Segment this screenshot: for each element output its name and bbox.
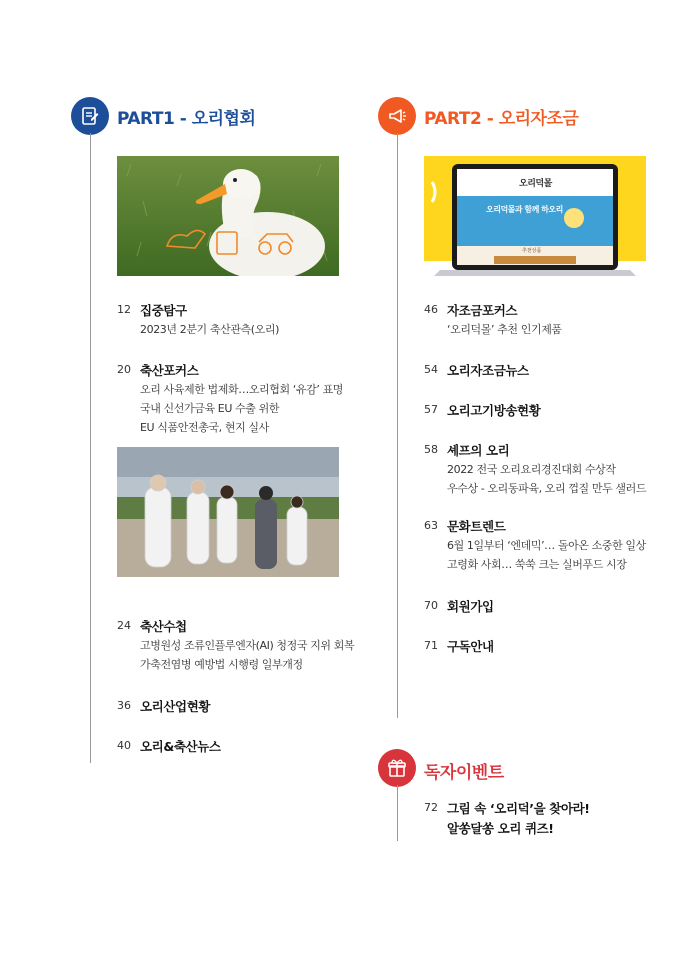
inspection-photo [117,447,339,577]
megaphone-icon [386,105,408,127]
entry-page-number: 20 [117,363,131,376]
event-line [397,785,398,841]
entry-subtitle: 가축전염병 예방법 시행령 일부개정 [140,658,303,671]
entry-subtitle: 국내 신선가금육 EU 수출 위한 [140,402,280,415]
document-icon [79,105,101,127]
part2-title: PART2 - 오리자조금 [424,109,579,129]
gift-icon [386,757,408,779]
entry-subtitle: 2023년 2분기 축산관측(오리) [140,323,280,336]
entry-page-number: 57 [424,403,438,416]
entry-title[interactable]: 구독안내 [447,639,494,654]
entry-page-number: 36 [117,699,131,712]
event-entry-num: 72 [424,801,438,814]
entry-subtitle: 2022 전국 오리요리경진대회 수상작 [447,463,616,476]
laptop-strip: 추천상품 [522,248,542,254]
entry-title[interactable]: 오리&축산뉴스 [140,739,221,754]
event-title: 독자이벤트 [424,763,504,783]
entry-page-number: 40 [117,739,131,752]
entry-subtitle: 6월 1일부터 ‘엔데믹’… 돌아온 소중한 일상 [447,539,646,552]
entry-page-number: 58 [424,443,438,456]
entry-page-number: 70 [424,599,438,612]
event-entry-title-2: 알쏭달쏭 오리 퀴즈! [447,821,554,836]
entry-page-number: 71 [424,639,438,652]
entry-page-number: 24 [117,619,131,632]
laptop-image [424,156,646,281]
laptop-banner: 오리덕몰과 함께 하오리 [486,205,563,214]
entry-title[interactable]: 축산수첩 [140,619,187,634]
event-icon [378,749,416,787]
part1-line [90,133,91,763]
part1-icon [71,97,109,135]
entry-subtitle: 오리 사육제한 법제화…오리협회 ‘유감’ 표명 [140,383,344,396]
event-entry-title: 그림 속 ‘오리덕’을 찾아라! [447,801,590,816]
entry-subtitle: 우수상 - 오리동파육, 오리 껍질 만두 샐러드 [447,482,647,495]
entry-title[interactable]: 오리자조금뉴스 [447,363,529,378]
entry-page-number: 63 [424,519,438,532]
entry-subtitle: 고병원성 조류인플루엔자(AI) 청정국 지위 회복 [140,639,355,652]
entry-subtitle: EU 식품안전총국, 현지 실사 [140,421,269,434]
part2-icon [378,97,416,135]
entry-title[interactable]: 축산포커스 [140,363,199,378]
entry-page-number: 12 [117,303,131,316]
entry-subtitle: 고령화 사회… 쑥쑥 크는 실버푸드 시장 [447,558,627,571]
entry-title[interactable]: 집중탐구 [140,303,187,318]
entry-title[interactable]: 문화트렌드 [447,519,506,534]
entry-page-number: 46 [424,303,438,316]
entry-title[interactable]: 오리고기방송현황 [447,403,541,418]
part2-line [397,133,398,718]
laptop-logo: 오리덕몰 [519,179,552,189]
entry-page-number: 54 [424,363,438,376]
part1-title: PART1 - 오리협회 [117,109,256,129]
entry-title[interactable]: 오리산업현황 [140,699,211,714]
duck-photo [117,156,339,276]
entry-title[interactable]: 자조금포커스 [447,303,518,318]
entry-title[interactable]: 회원가입 [447,599,494,614]
entry-title[interactable]: 셰프의 오리 [447,443,510,458]
entry-subtitle: ‘오리덕몰’ 추천 인기제품 [447,323,562,336]
